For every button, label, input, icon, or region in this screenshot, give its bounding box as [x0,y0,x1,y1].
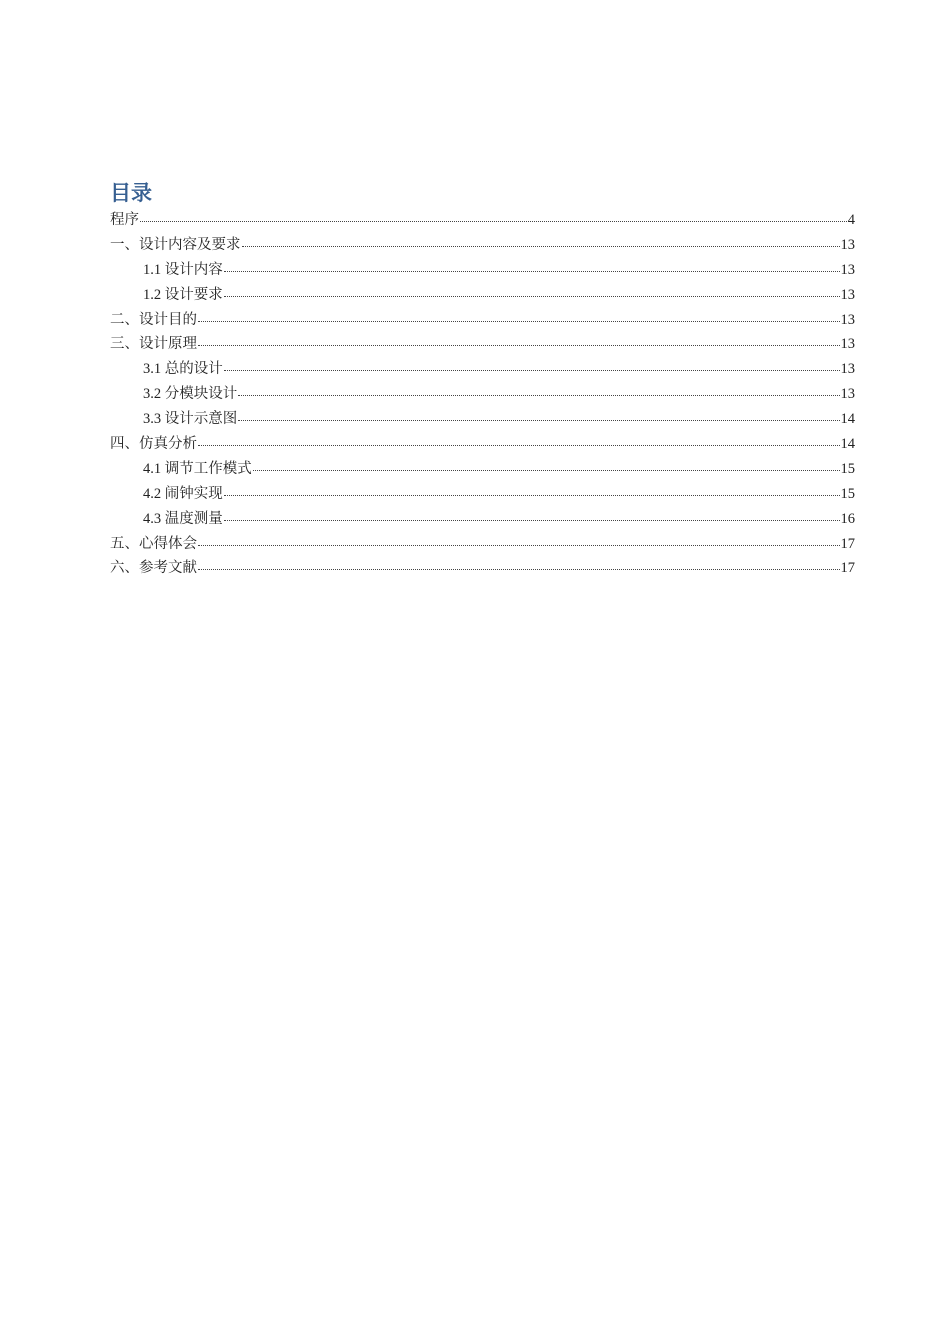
toc-dot-leader [224,356,840,371]
toc-entry[interactable] [110,332,855,357]
toc-entry-label: 3.3 设计示意图 [143,411,238,428]
toc-entry-page-number: 14 [840,411,855,428]
toc-entry-page-number: 17 [840,535,855,552]
toc-entry-page-number: 15 [840,485,855,502]
toc-entry[interactable] [110,432,855,457]
toc-title: 目录 [110,181,152,205]
toc-list [110,208,855,581]
toc-entry-label: 1.2 设计要求 [143,286,223,303]
toc-entry-label: 4.3 温度测量 [143,510,223,527]
toc-dot-leader [238,406,839,421]
toc-entry[interactable] [110,556,855,581]
toc-entry-label: 4.2 闹钟实现 [143,485,223,502]
toc-entry[interactable] [110,357,855,382]
toc-entry-label: 3.2 分模块设计 [143,386,238,403]
toc-entry[interactable] [110,382,855,407]
toc-entry-label: 4.1 调节工作模式 [143,460,252,477]
toc-dot-leader [224,257,840,272]
toc-dot-leader [198,531,840,546]
toc-entry-label: 六、参考文献 [110,560,197,577]
toc-entry-page-number: 13 [840,336,855,353]
toc-dot-leader [253,456,840,471]
toc-entry[interactable] [110,233,855,258]
table-of-contents [110,178,855,581]
toc-entry[interactable] [110,283,855,308]
toc-entry-page-number: 13 [840,386,855,403]
toc-dot-leader [198,331,840,346]
toc-dot-leader [238,381,839,396]
toc-dot-leader [224,481,840,496]
toc-entry[interactable] [110,507,855,532]
toc-entry[interactable] [110,457,855,482]
toc-entry-page-number: 13 [840,236,855,253]
toc-entry-page-number: 4 [847,212,855,228]
toc-dot-leader [198,307,840,322]
toc-entry-label: 3.1 总的设计 [143,361,223,378]
toc-entry[interactable] [110,482,855,507]
toc-entry-label: 四、仿真分析 [110,436,197,453]
toc-dot-leader [224,506,840,521]
toc-entry[interactable] [110,308,855,333]
toc-entry-page-number: 15 [840,460,855,477]
toc-entry-page-number: 13 [840,286,855,303]
toc-dot-leader [224,282,840,297]
toc-entry-page-number: 14 [840,436,855,453]
toc-entry-page-number: 13 [840,311,855,328]
toc-dot-leader [242,232,840,247]
toc-entry-label: 1.1 设计内容 [143,261,223,278]
toc-entry[interactable] [110,258,855,283]
toc-entry-page-number: 13 [840,361,855,378]
toc-entry[interactable] [110,532,855,557]
toc-entry-page-number: 16 [840,510,855,527]
toc-entry-label: 程序 [110,212,139,228]
toc-entry-label: 三、设计原理 [110,336,197,353]
toc-dot-leader [140,207,847,222]
toc-dot-leader [198,431,840,446]
toc-entry-page-number: 13 [840,261,855,278]
toc-entry-page-number: 17 [840,560,855,577]
toc-entry-label: 一、设计内容及要求 [110,236,241,253]
toc-entry-label: 二、设计目的 [110,311,197,328]
toc-entry[interactable] [110,208,855,233]
toc-entry-label: 五、心得体会 [110,535,197,552]
toc-dot-leader [198,555,840,570]
toc-entry[interactable] [110,407,855,432]
